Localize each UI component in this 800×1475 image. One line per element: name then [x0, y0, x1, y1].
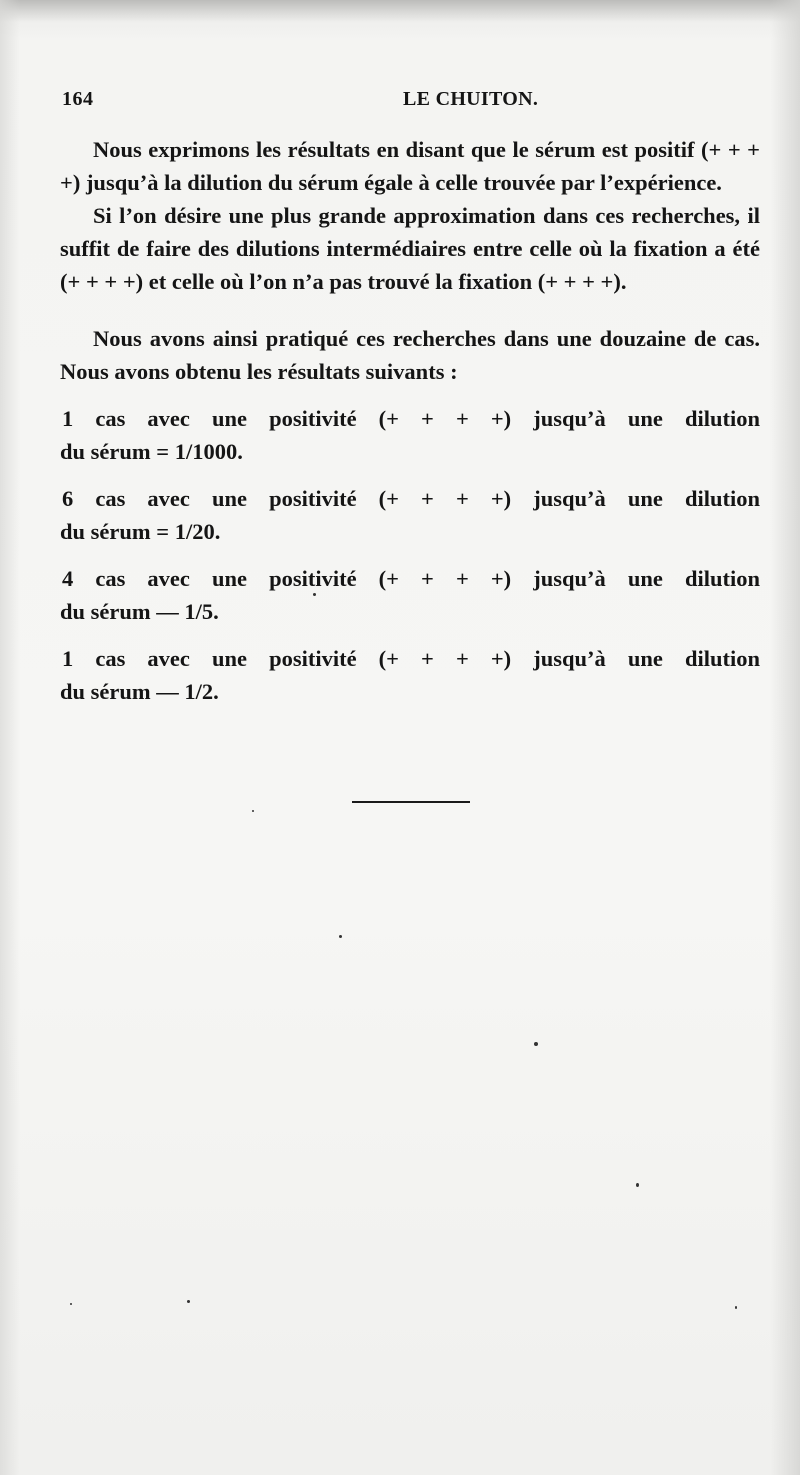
paper-speck — [313, 593, 316, 596]
case-spacer — [60, 468, 760, 482]
paragraph-results-expression: Nous exprimons les résultats en disant que le sérum est positif (+ + + +) jusqu’à la dilution du sérum égale à celle trouvée par l’expérience. — [60, 137, 760, 195]
case-line-1: 1 cas avec une positivité (+ + + +) jusqu’à une dilution — [62, 406, 760, 431]
paragraph-cases-intro: Nous avons ainsi pratiqué ces recherches dans une douzaine de cas. Nous avons obtenu les résultats suivants : — [60, 326, 760, 384]
case-item — [60, 482, 760, 548]
case-spacer — [60, 628, 760, 642]
case-line-2: du sérum — 1/5. — [60, 599, 219, 624]
case-line-2: du sérum = 1/1000. — [60, 439, 243, 464]
case-line-2: du sérum = 1/20. — [60, 519, 221, 544]
paper-speck — [735, 1306, 737, 1309]
case-spacer — [60, 548, 760, 562]
case-line-1: 1 cas avec une positivité (+ + + +) jusqu’à une dilution — [62, 646, 760, 671]
page-right-shadow — [770, 0, 800, 1475]
page-left-shadow — [0, 0, 20, 1475]
running-title: LE CHUITON. — [403, 88, 539, 110]
page-number: 164 — [62, 88, 94, 110]
body-text — [60, 133, 760, 708]
paper-speck — [339, 935, 342, 938]
case-line-2: du sérum — 1/2. — [60, 679, 219, 704]
case-item — [60, 562, 760, 628]
paper-speck — [70, 1303, 72, 1305]
paper-speck — [252, 810, 254, 812]
page-header — [60, 88, 760, 118]
paper-speck — [187, 1300, 190, 1303]
paragraph-approximation: Si l’on désire une plus grande approximation dans ces recherches, il suffit de faire des dilutions intermédiaires entre celle où la fixation a été (+ + + +) et celle où l’on n’a pas trouvé la fixation (+ + + +). — [60, 203, 760, 294]
paragraph-spacer — [60, 298, 760, 322]
paper-speck — [534, 1042, 538, 1046]
case-item — [60, 642, 760, 708]
case-line-1: 6 cas avec une positivité (+ + + +) jusqu’à une dilution — [62, 486, 760, 511]
section-end-rule — [352, 801, 470, 803]
case-spacer — [60, 388, 760, 402]
page-top-shadow — [0, 0, 800, 22]
paper-speck — [636, 1183, 639, 1187]
case-item — [60, 402, 760, 468]
case-line-1: 4 cas avec une positivité (+ + + +) jusqu’à une dilution — [62, 566, 760, 591]
